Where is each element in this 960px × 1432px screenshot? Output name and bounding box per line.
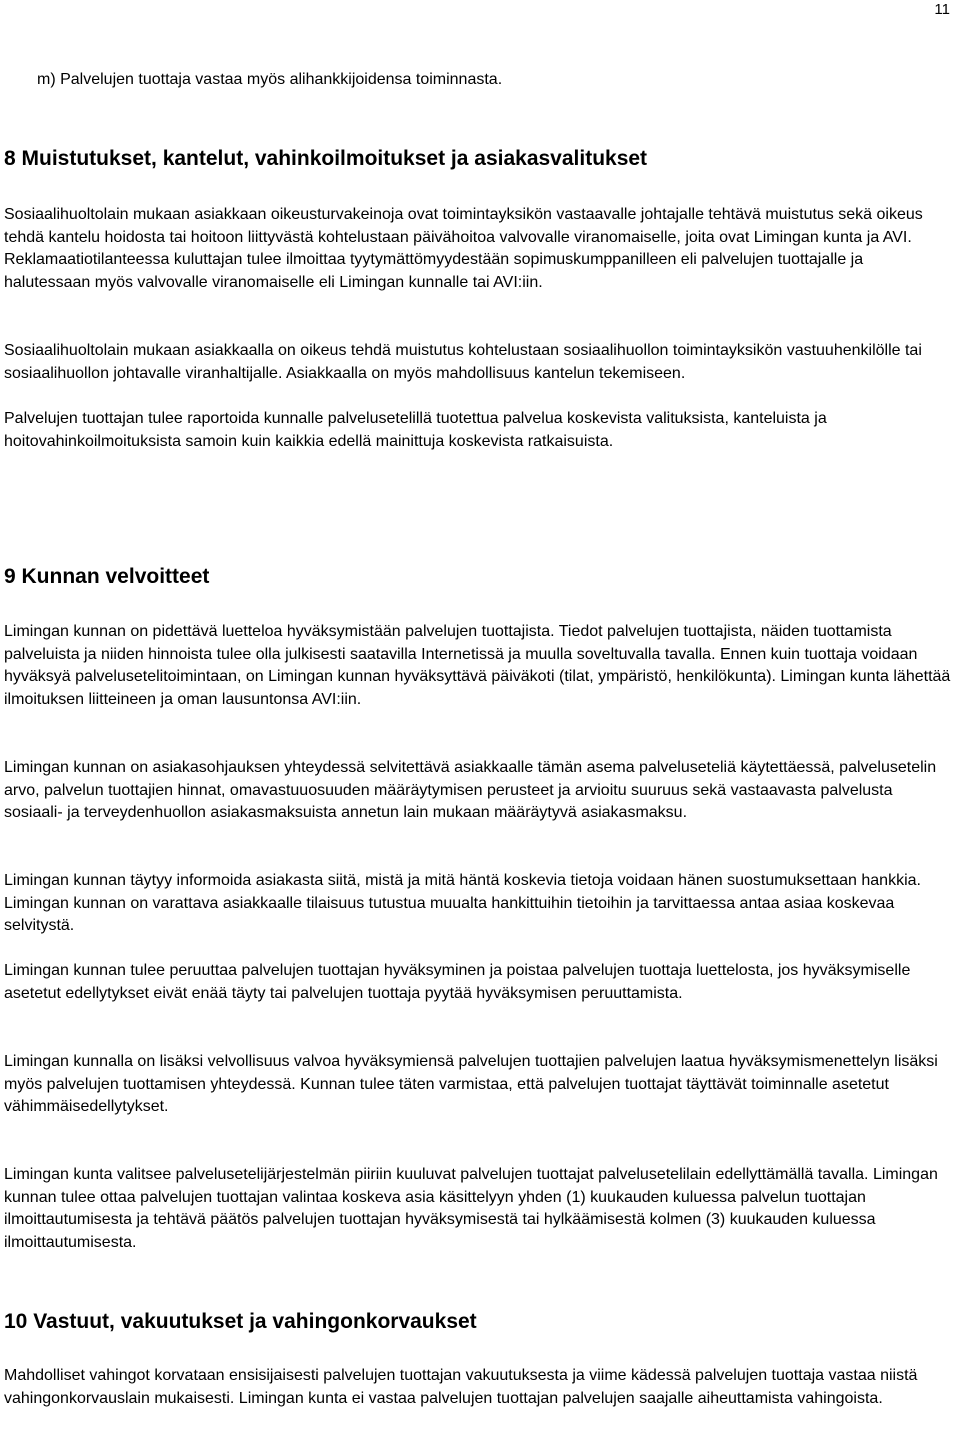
section-8-paragraph-2: Sosiaalihuoltolain mukaan asiakkaalla on oikeus tehdä muistutus kohtelustaan sosiaalihuollon toimintayksikön vastuuhenkilölle tai sosiaalihuollon johtavalle viranhaltijalle. Asiakkaalla on myös mahdollisuus kantelun tekemiseen.: [4, 342, 922, 382]
section-9-paragraph-6: Limingan kunta valitsee palvelusetelijärjestelmän piiriin kuuluvat palvelujen tuottajat palvelusetelilain edellyttämällä tavalla. Limingan kunnan tulee ottaa palvelujen tuottajan valintaa koskeva asia käsittelyyn yhden (1) kuukauden kuluessa palvelun tuottajan ilmoittautumisesta ja tehtävä päätös palvelujen tuottajan hyväksymisestä tai hylkäämisestä kolmen (3) kuukauden kuluessa ilmoittautumisesta.: [4, 1166, 938, 1251]
section-9-paragraph-3: Limingan kunnan täytyy informoida asiakasta siitä, mistä ja mitä häntä koskevia tietoja voidaan hänen suostumuksettaan hankkia. Limingan kunnan on varattava asiakkaalle tilaisuus tutustua muualta hankittuihin tietoihin ja tarvittaessa antaa asiaa koskevaa selvitystä.: [4, 872, 921, 934]
section-9-paragraph-1: Limingan kunnan on pidettävä luetteloa hyväksymistään palvelujen tuottajista. Tiedot palvelujen tuottajista, näiden tuottamista palveluista ja niiden hinnoista tulee olla julkisesti saatavilla Internetissä ja muulla soveltuvalla tavalla. Ennen kuin tuottaja voidaan hyväksyä palvelusetelitoimintaan, on Limingan kunnan hyväksyttävä päiväkoti (tilat, ympäristö, henkilökunta). Limingan kunta lähettää ilmoituksen liitteineen ja oman lausuntonsa AVI:iin.: [4, 623, 951, 708]
section-heading-10: 10 Vastuut, vakuutukset ja vahingonkorvaukset: [4, 1310, 477, 1333]
page-number: 11: [934, 1, 950, 18]
section-8-paragraph-1: Sosiaalihuoltolain mukaan asiakkaan oikeusturvakeinoja ovat toimintayksikön vastaavalle johtajalle tehtävä muistutus sekä oikeus tehdä kantelu hoidosta tai hoitoon liittyvästä kohtelustaan päivähoitoa valvovalle viranomaiselle, joita ovat Limingan kunta ja AVI. Reklamaatiotilanteessa kuluttajan tulee ilmoittaa tyytymättömyydestään sopimuskumppanilleen eli palvelujen tuottajalle ja halutessaan myös valvovalle viranomaiselle eli Limingan kunnalle tai AVI:iin.: [4, 206, 923, 291]
section-9-paragraph-4: Limingan kunnan tulee peruuttaa palvelujen tuottajan hyväksyminen ja poistaa palvelujen tuottaja luettelosta, jos hyväksymiselle asetetut edellytykset eivät enää täyty tai palvelujen tuottaja pyytää hyväksymisen peruuttamista.: [4, 962, 911, 1002]
list-item-m: m) Palvelujen tuottaja vastaa myös alihankkijoidensa toiminnasta.: [37, 71, 503, 88]
section-heading-8: 8 Muistutukset, kantelut, vahinkoilmoitukset ja asiakasvalitukset: [4, 147, 648, 170]
section-heading-9: 9 Kunnan velvoitteet: [4, 565, 210, 588]
section-10-paragraph-1: Mahdolliset vahingot korvataan ensisijaisesti palvelujen tuottajan vakuutuksesta ja viime kädessä palvelujen tuottaja vastaa niistä vahingonkorvauslain mukaisesti. Limingan kunta ei vastaa palvelujen tuottajan palvelujen saajalle aiheuttamista vahingoista.: [4, 1367, 918, 1407]
section-9-paragraph-2: Limingan kunnan on asiakasohjauksen yhteydessä selvitettävä asiakkaalle tämän asema palveluseteliä käytettäessä, palvelusetelin arvo, palvelun tuottajien hinnat, omavastuuosuuden määräytymisen perusteet ja arvioitu suuruus sekä vastaavasta palvelusta sosiaali- ja terveydenhuollon asiakasmaksuista annetun lain mukaan määräytyvä asiakasmaksu.: [4, 759, 937, 821]
section-8-paragraph-3: Palvelujen tuottajan tulee raportoida kunnalle palvelusetelillä tuotettua palvelua koskevista valituksista, kanteluista ja hoitovahinkoilmoituksista samoin kuin kaikkia edellä mainittuja koskevista ratkaisuista.: [4, 410, 827, 450]
section-9-paragraph-5: Limingan kunnalla on lisäksi velvollisuus valvoa hyväksymiensä palvelujen tuottajien palvelujen laatua hyväksymismenettelyn lisäksi myös palvelujen tuottamisen yhteydessä. Kunnan tulee täten varmistaa, että palvelujen tuottajat täyttävät toiminnalle asetetut vähimmäisedellytykset.: [4, 1053, 938, 1115]
